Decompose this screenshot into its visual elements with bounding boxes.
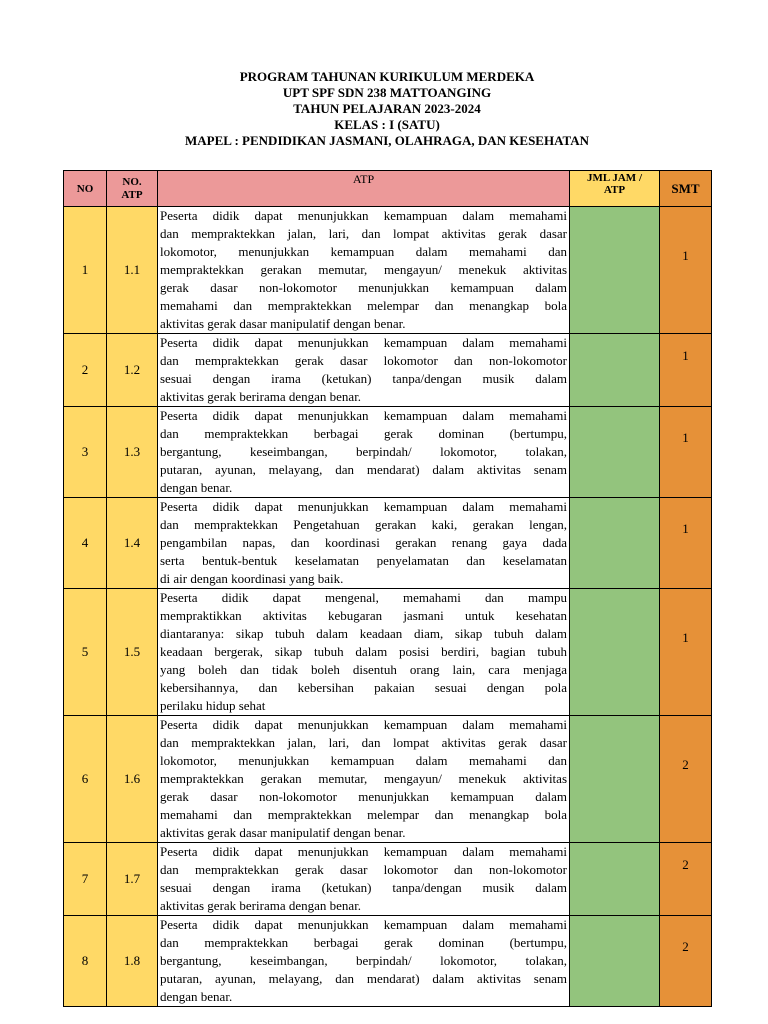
atp-text-line: mempraktikkan aktivitas kebugaran jasmani untuk kesehatan: [160, 608, 567, 623]
cell-smt: [660, 407, 712, 498]
atp-text-line: yang boleh dan tidak boleh disentuh orang lain, cara menjaga: [160, 662, 567, 677]
program-table: [63, 170, 712, 1007]
cell-no-atp: 1.6: [107, 716, 158, 843]
atp-text-line: lokomotor, menunjukkan kemampuan dalam memahami dan: [160, 244, 567, 259]
table-row: [64, 916, 712, 1007]
atp-text-line: Peserta didik dapat menunjukkan kemampuan dalam memahami: [160, 208, 567, 223]
header-school: UPT SPF SDN 238 MATTOANGING: [282, 85, 492, 100]
cell-jml-jam: [570, 334, 660, 407]
cell-smt-value: 2: [682, 757, 689, 772]
atp-text-line: gerak dasar non-lokomotor menunjukkan kemampuan dalam: [160, 789, 567, 804]
atp-text-line: Peserta didik dapat menunjukkan kemampuan dalam memahami: [160, 917, 567, 932]
cell-no: 5: [64, 589, 107, 716]
cell-no-atp: 1.7: [107, 843, 158, 916]
table-row: [64, 716, 712, 843]
cell-smt-value: 1: [682, 430, 689, 445]
table-row: [64, 334, 712, 407]
atp-text-line: dan mempraktekkan Pengetahuan gerakan kaki, gerakan lengan,: [160, 517, 567, 532]
table-row: [64, 589, 712, 716]
cell-no-atp: 1.1: [107, 207, 158, 334]
atp-text-line: aktivitas gerak berirama dengan benar.: [160, 898, 362, 913]
atp-text-line: sesuai dengan irama (ketukan) tanpa/dengan musik dalam: [160, 880, 567, 895]
atp-text-line: memahami dan mempraktekkan melempar dan menangkap bola: [160, 807, 567, 822]
cell-smt: [660, 334, 712, 407]
atp-text-line: bergantung, keseimbangan, berpindah/ lokomotor, tolakan,: [160, 444, 567, 459]
cell-no: 1: [64, 207, 107, 334]
cell-no: 8: [64, 916, 107, 1007]
cell-smt-value: 2: [682, 857, 689, 872]
atp-text-line: putaran, ayunan, melayang, dan mendarat) dalam aktivitas senam: [160, 971, 567, 986]
atp-text-line: lokomotor, menunjukkan kemampuan dalam memahami dan: [160, 753, 567, 768]
column-header-smt: SMT: [660, 171, 712, 207]
cell-atp: [158, 207, 570, 334]
atp-text-line: Peserta didik dapat menunjukkan kemampuan dalam memahami: [160, 499, 567, 514]
column-header-jml-line2: ATP: [603, 184, 626, 196]
cell-jml-jam: [570, 407, 660, 498]
atp-text-line: mempraktekkan gerakan memutar, mengayun/ menekuk aktivitas: [160, 262, 567, 277]
cell-atp: [158, 916, 570, 1007]
column-header-jml-jam: [570, 171, 660, 207]
cell-atp: [158, 498, 570, 589]
cell-smt-value: 1: [682, 521, 689, 536]
cell-smt: [660, 716, 712, 843]
atp-text-line: sesuai dengan irama (ketukan) tanpa/dengan musik dalam: [160, 371, 567, 386]
cell-jml-jam: [570, 843, 660, 916]
atp-text-line: Peserta didik dapat menunjukkan kemampuan dalam memahami: [160, 717, 567, 732]
atp-text-line: aktivitas gerak dasar manipulatif dengan benar.: [160, 825, 406, 840]
cell-no: 6: [64, 716, 107, 843]
atp-text-line: Peserta didik dapat mengenal, memahami dan mampu: [160, 590, 567, 605]
atp-text-line: kebersihannya, dan kebersihan pakaian sesuai dengan pola: [160, 680, 567, 695]
atp-text-line: bergantung, keseimbangan, berpindah/ lokomotor, tolakan,: [160, 953, 567, 968]
table-row: [64, 843, 712, 916]
atp-text-line: pengambilan napas, dan koordinasi gerakan renang gaya dada: [160, 535, 567, 550]
table-row: [64, 498, 712, 589]
atp-text-line: mempraktekkan gerakan memutar, mengayun/ menekuk aktivitas: [160, 771, 567, 786]
atp-text-line: keadaan bergerak, sikap tubuh dalam posisi berdiri, bagian tubuh: [160, 644, 567, 659]
cell-jml-jam: [570, 207, 660, 334]
atp-text-line: dan mempraktekkan berbagai gerak dominan (bertumpu,: [160, 935, 567, 950]
column-header-no-atp-line1: NO.: [122, 175, 142, 188]
header-class: KELAS : I (SATU): [334, 117, 440, 132]
cell-smt: [660, 498, 712, 589]
atp-text-line: perilaku hidup sehat: [160, 698, 266, 713]
cell-no-atp: 1.4: [107, 498, 158, 589]
column-header-no: NO: [64, 171, 107, 207]
table-row: [64, 207, 712, 334]
cell-smt: [660, 843, 712, 916]
cell-no-atp: 1.8: [107, 916, 158, 1007]
table-row: [64, 407, 712, 498]
header-title: PROGRAM TAHUNAN KURIKULUM MERDEKA: [239, 69, 535, 84]
atp-text-line: diantaranya: sikap tubuh dalam keadaan diam, sikap tubuh dalam: [160, 626, 567, 641]
table-header-row: [64, 171, 712, 207]
cell-smt-value: 1: [682, 248, 689, 263]
table-body: [64, 207, 712, 1007]
atp-text-line: dengan benar.: [160, 989, 233, 1004]
atp-text-line: Peserta didik dapat menunjukkan kemampuan dalam memahami: [160, 844, 567, 859]
cell-smt: [660, 589, 712, 716]
cell-atp: [158, 843, 570, 916]
cell-atp: [158, 589, 570, 716]
cell-no-atp: 1.2: [107, 334, 158, 407]
cell-no-atp: 1.3: [107, 407, 158, 498]
atp-text-line: aktivitas gerak berirama dengan benar.: [160, 389, 362, 404]
cell-jml-jam: [570, 498, 660, 589]
cell-no: 4: [64, 498, 107, 589]
atp-text-line: dan mempraktekkan jalan, lari, dan lompat aktivitas gerak dasar: [160, 735, 567, 750]
cell-no-atp: 1.5: [107, 589, 158, 716]
atp-text-line: Peserta didik dapat menunjukkan kemampuan dalam memahami: [160, 408, 567, 423]
atp-text-line: putaran, ayunan, melayang, dan mendarat) dalam aktivitas senam: [160, 462, 567, 477]
atp-text-line: dan mempraktekkan gerak dasar lokomotor dan non-lokomotor: [160, 353, 567, 368]
header-subject: MAPEL : PENDIDIKAN JASMANI, OLAHRAGA, DAN KESEHATAN: [185, 133, 589, 148]
atp-text-line: dan mempraktekkan gerak dasar lokomotor dan non-lokomotor: [160, 862, 567, 877]
column-header-no-atp-line2: ATP: [121, 188, 143, 201]
cell-smt: [660, 916, 712, 1007]
cell-atp: [158, 334, 570, 407]
cell-smt-value: 1: [682, 348, 689, 363]
cell-jml-jam: [570, 589, 660, 716]
atp-text-line: memahami dan mempraktekkan melempar dan menangkap bola: [160, 298, 567, 313]
document-header: [0, 69, 768, 149]
cell-smt: [660, 207, 712, 334]
header-year: TAHUN PELAJARAN 2023-2024: [293, 101, 481, 116]
column-header-no-atp: [107, 171, 158, 207]
cell-atp: [158, 407, 570, 498]
cell-no: 7: [64, 843, 107, 916]
column-header-atp: ATP: [158, 171, 570, 207]
column-header-jml-line1: JML JAM /: [587, 172, 642, 184]
cell-smt-value: 1: [682, 630, 689, 645]
cell-jml-jam: [570, 916, 660, 1007]
atp-text-line: dengan benar.: [160, 480, 233, 495]
atp-text-line: dan mempraktekkan berbagai gerak dominan (bertumpu,: [160, 426, 567, 441]
cell-no: 2: [64, 334, 107, 407]
cell-no: 3: [64, 407, 107, 498]
cell-atp: [158, 716, 570, 843]
atp-text-line: dan mempraktekkan jalan, lari, dan lompat aktivitas gerak dasar: [160, 226, 567, 241]
atp-text-line: aktivitas gerak dasar manipulatif dengan benar.: [160, 316, 406, 331]
atp-text-line: di air dengan koordinasi yang baik.: [160, 571, 344, 586]
cell-smt-value: 2: [682, 939, 689, 954]
cell-jml-jam: [570, 716, 660, 843]
atp-text-line: serta bentuk-bentuk keselamatan penyelamatan dan keselamatan: [160, 553, 567, 568]
atp-text-line: Peserta didik dapat menunjukkan kemampuan dalam memahami: [160, 335, 567, 350]
atp-text-line: gerak dasar non-lokomotor menunjukkan kemampuan dalam: [160, 280, 567, 295]
